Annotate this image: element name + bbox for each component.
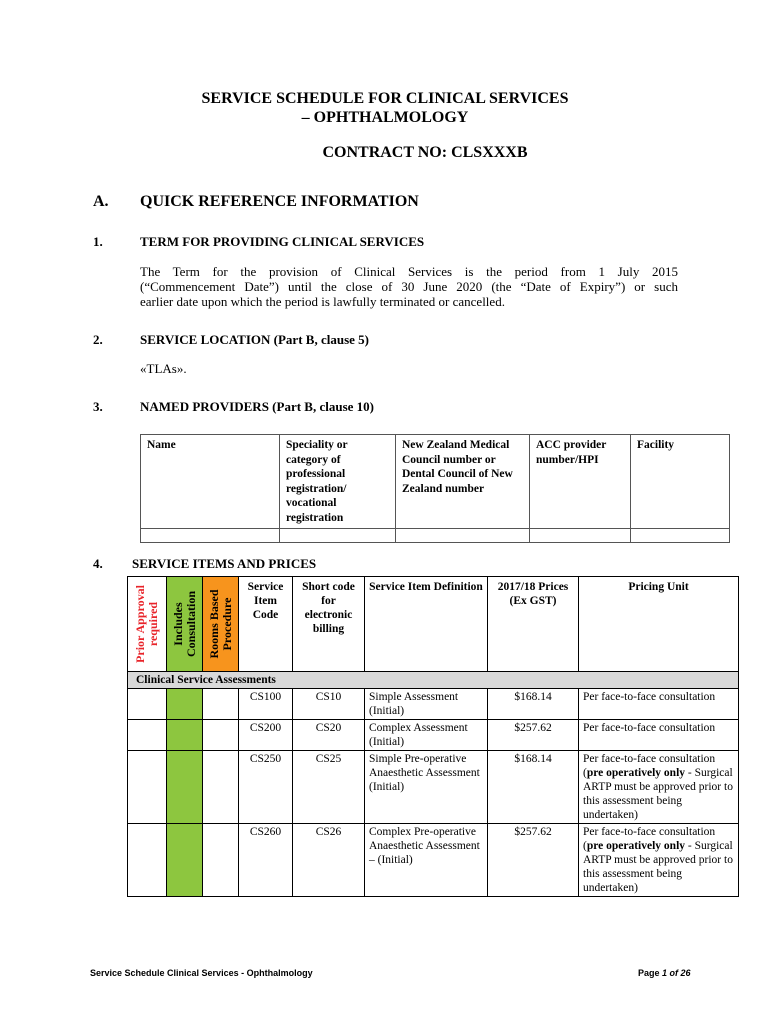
table-cell[interactable]: [141, 529, 280, 543]
price-cell: $168.14: [488, 751, 579, 824]
pricing-unit-text: - Surgical ARTP must be approved prior to this assessment being undertaken): [583, 840, 733, 894]
service-item-definition-header: Service Item Definition: [365, 577, 488, 672]
includes-consultation-cell: [167, 824, 203, 897]
short-code-cell: CS20: [293, 720, 365, 751]
pricing-unit-text: Per face-to-face consultation (: [583, 826, 716, 852]
named-providers-table: [140, 434, 730, 543]
pricing-unit-text: Per face-to-face consultation (: [583, 753, 716, 779]
service-code-cell: CS100: [239, 689, 293, 720]
section-a-title: QUICK REFERENCE INFORMATION: [140, 193, 419, 210]
table-row: [141, 435, 730, 529]
contract-number: CONTRACT NO: CLSXXXB: [322, 144, 528, 161]
item1-para-line2: (“Commencement Date”) until the close of 30 June 2020 (the “Date of Expiry”) or such: [140, 279, 678, 294]
col-name-header: Name: [141, 435, 280, 529]
service-location-value: «TLAs».: [140, 361, 187, 376]
short-code-cell: CS10: [293, 689, 365, 720]
table-header-row: [128, 577, 739, 672]
prior-approval-cell: [128, 720, 167, 751]
pricing-unit-header: Pricing Unit: [579, 577, 739, 672]
prior-approval-cell: [128, 751, 167, 824]
table-cell[interactable]: [280, 529, 396, 543]
includes-consultation-header: [167, 577, 203, 672]
rooms-based-header: [203, 577, 239, 672]
table-cell[interactable]: [530, 529, 631, 543]
pricing-unit-cell: [579, 751, 739, 824]
short-code-header: Short code for electronic billing: [293, 577, 365, 672]
pricing-unit-emphasis: pre operatively only: [586, 840, 686, 852]
item1-heading: TERM FOR PROVIDING CLINICAL SERVICES: [140, 234, 425, 249]
service-code-cell: CS260: [239, 824, 293, 897]
definition-cell: Complex Assessment (Initial): [365, 720, 488, 751]
prior-approval-header: [128, 577, 167, 672]
short-code-cell: CS26: [293, 824, 365, 897]
includes-consultation-cell: [167, 689, 203, 720]
pricing-unit-cell: Per face-to-face consultation: [579, 720, 739, 751]
item1-para-line3: earlier date upon which the period is lawfully terminated or cancelled.: [140, 294, 505, 309]
document-title-line2: – OPHTHALMOLOGY: [301, 109, 469, 126]
service-items-table: [127, 576, 739, 897]
rooms-based-cell: [203, 720, 239, 751]
col-speciality-header: Speciality or category of professional registration/ vocational registration: [280, 435, 396, 529]
pricing-unit-cell: Per face-to-face consultation: [579, 689, 739, 720]
footer-document-name: Service Schedule Clinical Services - Ophthalmology: [90, 968, 313, 978]
item2-heading: SERVICE LOCATION (Part B, clause 5): [140, 332, 369, 347]
col-acc-provider-header: ACC provider number/HPI: [530, 435, 631, 529]
col-facility-header: Facility: [631, 435, 730, 529]
col-council-number-header: New Zealand Medical Council number or Dental Council of New Zealand number: [396, 435, 530, 529]
pricing-unit-cell: [579, 824, 739, 897]
short-code-cell: CS25: [293, 751, 365, 824]
item2-number: 2.: [93, 332, 103, 347]
document-title-line1: SERVICE SCHEDULE FOR CLINICAL SERVICES: [201, 90, 569, 107]
item1-para-line1: The Term for the provision of Clinical Services is the period from 1 July 2015: [140, 264, 678, 279]
item4-heading: SERVICE ITEMS AND PRICES: [132, 556, 317, 571]
includes-consultation-cell: [167, 751, 203, 824]
definition-cell: Simple Assessment (Initial): [365, 689, 488, 720]
service-item-code-header: Service Item Code: [239, 577, 293, 672]
item4-number: 4.: [93, 556, 103, 571]
group-row: [128, 672, 739, 689]
definition-cell: Complex Pre-operative Anaesthetic Assessment – (Initial): [365, 824, 488, 897]
group-clinical-service-assessments: Clinical Service Assessments: [128, 672, 739, 689]
section-a-letter: A.: [93, 193, 109, 210]
price-cell: $168.14: [488, 689, 579, 720]
table-cell[interactable]: [396, 529, 530, 543]
rooms-based-cell: [203, 751, 239, 824]
prices-header: 2017/18 Prices (Ex GST): [488, 577, 579, 672]
item1-number: 1.: [93, 234, 103, 249]
table-row: [128, 689, 739, 720]
pricing-unit-emphasis: pre operatively only: [586, 767, 686, 779]
rooms-based-cell: [203, 824, 239, 897]
prior-approval-cell: [128, 824, 167, 897]
service-code-cell: CS250: [239, 751, 293, 824]
table-row: [128, 751, 739, 824]
definition-cell: Simple Pre-operative Anaesthetic Assessment (Initial): [365, 751, 488, 824]
prior-approval-label: Prior Approval required: [133, 585, 160, 663]
price-cell: $257.62: [488, 720, 579, 751]
pricing-unit-text: - Surgical ARTP must be approved prior to this assessment being undertaken): [583, 767, 733, 821]
footer-page-prefix: Page: [638, 968, 663, 978]
price-cell: $257.62: [488, 824, 579, 897]
table-cell[interactable]: [631, 529, 730, 543]
table-row: [128, 824, 739, 897]
prior-approval-cell: [128, 689, 167, 720]
table-row: [128, 720, 739, 751]
item3-number: 3.: [93, 399, 103, 414]
includes-consultation-label: Includes Consultation: [170, 590, 198, 658]
includes-consultation-cell: [167, 720, 203, 751]
rooms-based-cell: [203, 689, 239, 720]
rooms-based-label: Rooms Based Procedure: [206, 589, 234, 659]
service-code-cell: CS200: [239, 720, 293, 751]
item3-heading: NAMED PROVIDERS (Part B, clause 10): [140, 399, 374, 414]
footer-page-number: [638, 968, 691, 978]
footer-page-count: 1 of 26: [662, 968, 691, 978]
table-row: [141, 529, 730, 543]
